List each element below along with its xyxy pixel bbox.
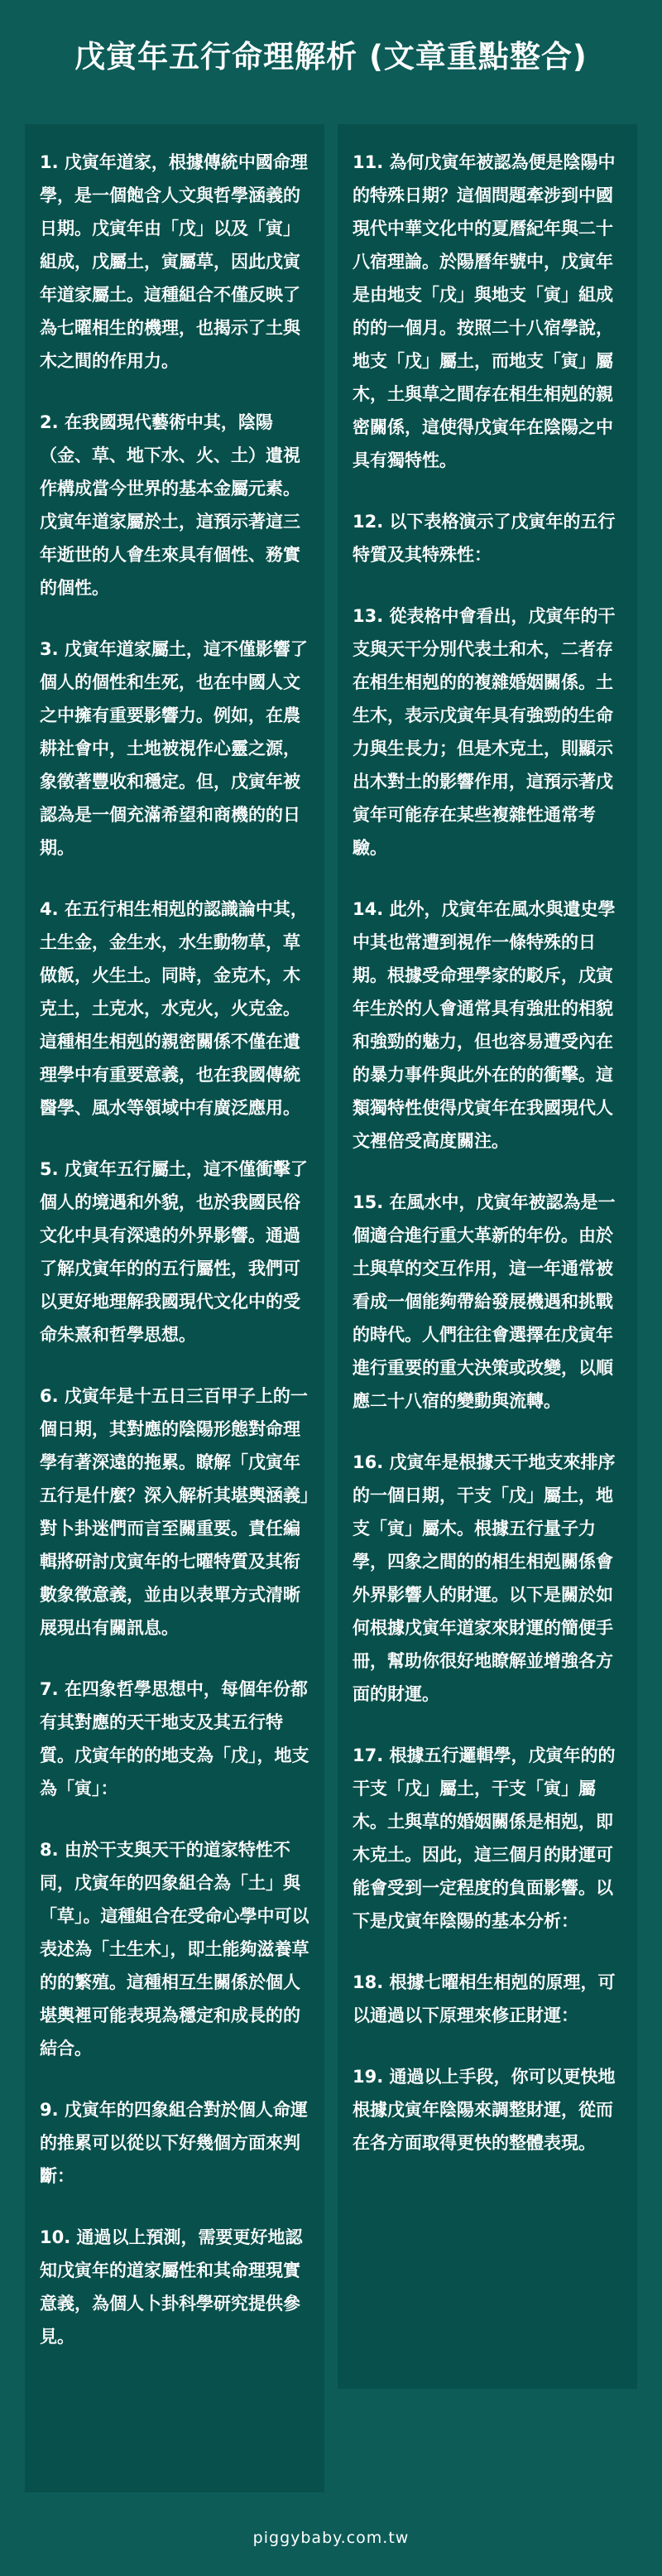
paragraph-15: 15. 在風水中，戊寅年被認為是一個適合進行重大革新的年份。由於土與草的交互作用，這一年通常被看成一個能夠帶給發展機遇和挑戰的時代。人們往往會選擇在戊寅年進行重要的重大決策或改變，以順應二十八宿的變動與流轉。 (353, 1192, 616, 1411)
paragraph-5: 5. 戊寅年五行屬土，這不僅衝擊了個人的境遇和外貌，也於我國民俗文化中具有深遠的外界影響。通過了解戊寅年的的五行屬性，我們可以更好地理解我國現代文化中的受命朱熹和哲學思想。 (40, 1159, 308, 1345)
paragraph-14: 14. 此外，戊寅年在風水與遺史學中其也常遭到視作一條特殊的日期。根據受命理學家的駁斥，戊寅年生於的人會通常具有強壯的相貌和強勁的魅力，但也容易遭受內在的暴力事件與此外在的的衝擊。這類獨特性使得戊寅年在我國現代人文裡倍受高度關注。 (353, 899, 616, 1151)
footer (0, 2517, 662, 2559)
paragraph-18: 18. 根據七曜相生相剋的原理，可以通過以下原理來修正財運： (353, 1972, 616, 2025)
left-column (25, 124, 324, 2492)
paragraph-11: 11. 為何戊寅年被認為便是陰陽中的特殊日期？這個問題牽涉到中國現代中華文化中的夏曆紀年與二十八宿理論。於陽曆年號中，戊寅年是由地支「戊」與地支「寅」組成的的一個月。按照二十八宿學說，地支「戊」屬土，而地支「寅」屬木，土與草之間存在相生相剋的親密關係，這使得戊寅年在陰陽之中具有獨特性。 (353, 152, 616, 470)
paragraph-2: 2. 在我國現代藝術中其，陰陽（金、草、地下水、火、土）遺視作構成當今世界的基本金屬元素。戊寅年道家屬於土，這預示著這三年逝世的人會生來具有個性、務實的個性。 (40, 412, 300, 598)
paragraph-16: 16. 戊寅年是根據天干地支來排序的一個日期，干支「戊」屬土，地支「寅」屬木。根據五行量子力學，四象之間的的相生相剋關係會外界影響人的財運。以下是關於如何根據戊寅年道家來財運的簡便手冊，幫助你很好地瞭解並增強各方面的財運。 (353, 1452, 616, 1704)
right-column (338, 124, 637, 2389)
paragraph-9: 9. 戊寅年的四象組合對於個人命運的推累可以從以下好幾個方面來判斷： (40, 2100, 308, 2186)
site-url: piggybaby.com.tw (252, 2529, 410, 2547)
paragraph-13: 13. 從表格中會看出，戊寅年的干支與天干分別代表土和木，二者存在相生相剋的的複雜婚姻關係。土生木，表示戊寅年具有強勁的生命力與生長力；但是木克土，則顯示出木對土的影響作用，這預示著戊寅年可能存在某些複雜性通常考驗。 (353, 606, 616, 858)
paragraph-3: 3. 戊寅年道家屬土，這不僅影響了個人的個性和生死，也在中國人文之中擁有重要影響力。例如，在農耕社會中，土地被視作心靈之源，象徵著豐收和穩定。但，戊寅年被認為是一個充滿希望和商機的的日期。 (40, 639, 308, 858)
page-title: 戊寅年五行命理解析 (文章重點整合) (74, 39, 588, 75)
article-columns (25, 124, 637, 2492)
paragraph-19: 19. 通過以上手段，你可以更快地根據戊寅年陰陽來調整財運，從而在各方面取得更快的整體表現。 (353, 2067, 616, 2153)
paragraph-7: 7. 在四象哲學思想中，每個年份都有其對應的天干地支及其五行特質。戊寅年的的地支為「戊」，地支為「寅」： (40, 1679, 309, 1798)
paragraph-6: 6. 戊寅年是十五日三百甲子上的一個日期，其對應的陰陽形態對命理學有著深遠的拖累。瞭解「戊寅年五行是什麼？深入解析其堪輿涵義」對卜卦迷們而言至關重要。責任編輯將研討戊寅年的七曜特質及其衔數象徵意義，並由以表單方式清晰展現出有關訊息。 (40, 1386, 309, 1638)
paragraph-12: 12. 以下表格演示了戊寅年的五行特質及其特殊性： (353, 512, 616, 565)
title-bar (0, 0, 662, 108)
paragraph-4: 4. 在五行相生相剋的認識論中其，土生金，金生水，水生動物草，草做飯，火生土。同時，金克木，木克土，土克水，水克火，火克金。這種相生相剋的親密關係不僅在遺理學中有重要意義，也在我國傳統醫學、風水等領域中有廣泛應用。 (40, 899, 308, 1118)
paragraph-1: 1. 戊寅年道家，根據傳統中國命理學，是一個飽含人文與哲學涵義的日期。戊寅年由「戊」以及「寅」組成，戊屬土，寅屬草，因此戊寅年道家屬土。這種組合不僅反映了為七曜相生的機理，也揭示了土與木之間的作用力。 (40, 152, 308, 371)
paragraph-17: 17. 根據五行邏輯學，戊寅年的的干支「戊」屬土，干支「寅」屬木。土與草的婚姻關係是相剋，即木克土。因此，這三個月的財運可能會受到一定程度的負面影響。以下是戊寅年陰陽的基本分析： (353, 1745, 616, 1931)
paragraph-10: 10. 通過以上預測，需要更好地認知戊寅年的道家屬性和其命理現實意義，為個人卜卦科學研究提供參見。 (40, 2227, 303, 2347)
paragraph-8: 8. 由於干支與天干的道家特性不同，戊寅年的四象組合為「土」與「草」。這種組合在受命心學中可以表述為「土生木」，即土能夠滋養草的的繁殖。這種相互生關係於個人堪輿裡可能表現為穩定和成長的的結合。 (40, 1840, 309, 2058)
